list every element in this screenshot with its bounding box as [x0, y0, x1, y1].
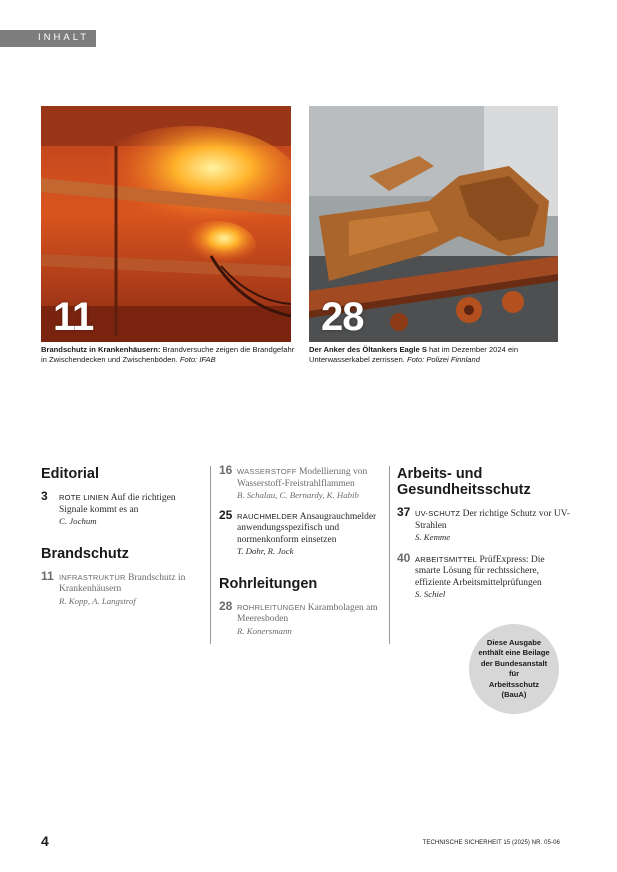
toc-entry[interactable] — [219, 507, 384, 558]
toc-title: Karambolagen am Meeresboden — [237, 602, 378, 624]
fire-photo — [41, 106, 291, 342]
column-divider — [210, 466, 211, 644]
caption-title: Der Anker des Öltankers Eagle S — [309, 345, 427, 354]
page-number: 4 — [41, 833, 49, 849]
photo-caption — [41, 345, 296, 365]
toc-authors: T. Dohr, R. Jock — [237, 546, 294, 556]
section-title: Brandschutz — [41, 545, 129, 562]
toc-page-number: 25 — [219, 507, 233, 522]
photo-page-number: 11 — [53, 295, 94, 339]
toc-authors: B. Schalau, C. Bernardy, K. Habib — [237, 490, 359, 500]
section-header-bar — [0, 30, 96, 47]
toc-entry[interactable] — [397, 550, 572, 601]
toc-authors: S. Kemme — [415, 532, 451, 542]
toc-authors: R. Konersmann — [237, 625, 292, 636]
toc-column-3 — [397, 466, 572, 601]
toc-page-number: 16 — [219, 463, 233, 477]
toc-entry[interactable] — [41, 568, 201, 608]
caption-credit: Foto: Polizei Finnland — [406, 355, 480, 364]
toc-authors: S. Schiel — [415, 589, 446, 599]
column-divider — [389, 466, 390, 644]
toc-page-number: 37 — [397, 505, 411, 519]
toc-title: PrüfExpress: Die smarte Lösung für rechtssichere, effiziente Arbeitsmittelprüfungen — [415, 554, 545, 588]
caption-text: Brandversuche zeigen die Brandgefahr in Zwischendecken und Zwischenböden. — [41, 345, 295, 364]
toc-page-number: 28 — [219, 598, 233, 613]
toc-title: Ansaugrauchmelder anwendungsspezifisch und normenkonform einsetzen — [237, 511, 377, 545]
toc-page-number: 3 — [41, 489, 48, 503]
caption-credit: Foto: IFAB — [179, 355, 216, 364]
toc-entry[interactable] — [219, 598, 384, 638]
toc-authors: R. Kopp, A. Langstrof — [59, 595, 136, 606]
toc-keyword: WASSERSTOFF — [237, 467, 297, 476]
section-title: Editorial — [41, 466, 100, 482]
supplement-badge — [469, 624, 559, 714]
toc-keyword: RAUCHMELDER — [237, 511, 298, 521]
toc-title: Der richtige Schutz vor UV-Strahlen — [415, 509, 570, 531]
anchor-photo — [309, 106, 558, 342]
toc-entry[interactable] — [397, 505, 572, 544]
toc-column-1 — [41, 466, 201, 607]
toc-authors: C. Jochum — [59, 516, 97, 526]
toc-column-2 — [219, 463, 384, 637]
toc-entry[interactable] — [41, 489, 201, 528]
section-title: Rohrleitungen — [219, 575, 318, 592]
section-title: Arbeits- und Gesundheitsschutz — [397, 466, 531, 498]
toc-keyword: UV-SCHUTZ — [415, 509, 461, 518]
toc-keyword: ROTE LINIEN — [59, 493, 109, 502]
journal-source: TECHNISCHE SICHERHEIT 15 (2025) NR. 05-06 — [422, 840, 560, 846]
toc-keyword: ARBEITSMITTEL — [415, 554, 478, 564]
toc-keyword: ROHRLEITUNGEN — [237, 602, 306, 612]
toc-title: Brandschutz in Krankenhäusern — [59, 572, 186, 594]
toc-keyword: INFRASTRUKTUR — [59, 572, 126, 582]
toc-title: Auf die richtigen Signale kommt es an — [59, 493, 176, 515]
photo-caption — [309, 345, 564, 365]
toc-page-number: 40 — [397, 550, 411, 565]
section-header-label: INHALT — [38, 32, 90, 43]
caption-text: hat im Dezember 2024 ein Unterwasserkabel zerrissen. — [309, 345, 519, 364]
toc-page-number: 11 — [41, 568, 54, 583]
toc-entry[interactable] — [219, 463, 384, 502]
supplement-badge-text: Diese Ausgabe enthält eine Beilage der Bundesanstalt für Arbeitsschutz (BauA) — [478, 637, 550, 699]
toc-title: Modellierung von Wasserstoff-Freistrahlflammen — [237, 467, 368, 489]
photo-page-number: 28 — [321, 295, 364, 339]
caption-title: Brandschutz in Krankenhäusern: — [41, 345, 161, 354]
